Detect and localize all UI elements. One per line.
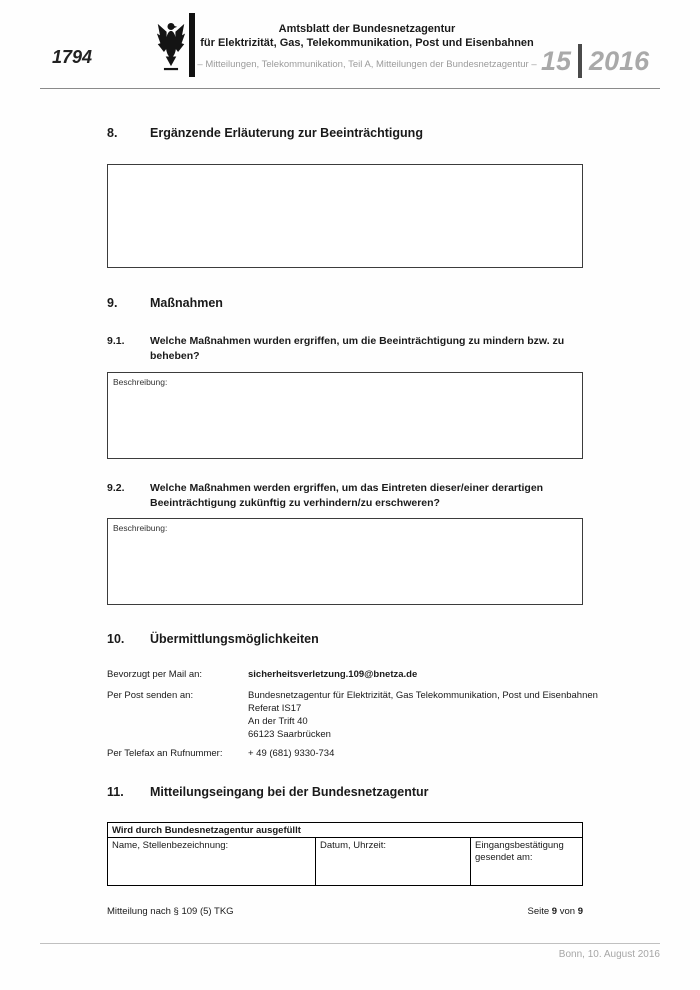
post-label: Per Post senden an: [107,690,194,701]
question-9-1-number: 9.1. [107,335,125,347]
mail-label: Bevorzugt per Mail an: [107,669,203,680]
page-label-prefix: Seite [527,906,552,917]
intake-cell-confirmation[interactable] [471,838,584,885]
intake-cell-date-label: Datum, Uhrzeit: [320,840,386,851]
contact-mail-row [107,668,417,681]
masthead [192,22,542,70]
section-11-heading [107,785,429,799]
header-rule [40,88,660,89]
mail-address: sicherheitsverletzung.109@bnetza.de [248,669,418,680]
question-9-2-text: Welche Maßnahmen werden ergriffen, um das Eintreten dieser/einer derartigen Beeinträchtigung zukünftig zu verhindern/zu erschweren? [150,482,544,509]
intake-cell-name[interactable] [108,838,316,885]
intake-cell-name-label: Name, Stellenbezeichnung: [112,840,229,851]
publication-date: Bonn, 10. August 2016 [558,949,660,960]
masthead-subtitle: – Mitteilungen, Telekommunikation, Teil A, Mitteilungen der Bundesnetzagentur – [197,59,537,70]
intake-table-row [108,838,582,885]
bottom-rule [40,943,660,944]
page-total: 9 [577,906,583,917]
masthead-title-line1: Amtsblatt der Bundesnetzagentur [278,23,456,35]
section-8-description-field[interactable] [107,164,583,268]
fax-number: + 49 (681) 9330-734 [248,748,335,759]
post-address [248,689,598,741]
post-address-line2: Referat IS17 [248,703,302,714]
intake-table-header: Wird durch Bundesnetzagentur ausgefüllt [108,823,582,838]
page-current: 9 [551,906,558,917]
issue-number: 15 [541,45,572,76]
intake-cell-date[interactable] [316,838,471,885]
fax-label: Per Telefax an Rufnummer: [107,748,223,759]
footer-page-indicator [107,906,583,917]
bundesnetzagentur-logo [156,13,195,82]
question-9-1-field-label: Beschreibung: [113,377,168,387]
footer-legal-note: Mitteilung nach § 109 (5) TKG [107,906,234,917]
intake-table [107,822,583,886]
intake-cell-confirmation-label: Eingangsbestätigung gesendet am: [475,840,564,863]
section-8-number: 8. [107,126,118,140]
post-address-line3: An der Trift 40 [248,716,308,727]
section-10-number: 10. [107,632,125,646]
section-9-heading [107,296,223,310]
section-10-title: Übermittlungsmöglichkeiten [150,632,319,646]
question-9-2-number: 9.2. [107,482,125,494]
federal-eagle-icon [156,13,186,82]
section-11-title: Mitteilungseingang bei der Bundesnetzagentur [150,785,429,799]
question-9-2-field-label: Beschreibung: [113,523,168,533]
section-8-title: Ergänzende Erläuterung zur Beeinträchtigung [150,126,423,140]
contact-post-row [107,689,598,741]
post-address-line1: Bundesnetzagentur für Elektrizität, Gas Telekommunikation, Post und Eisenbahnen [248,690,598,701]
issue-year: 2016 [589,45,650,76]
issue-divider-bar [578,44,582,78]
question-9-1-description-field[interactable] [107,372,583,459]
section-8-heading [107,126,423,140]
post-address-line4: 66123 Saarbrücken [248,729,331,740]
issue-indicator [541,44,649,78]
masthead-title-line2: für Elektrizität, Gas, Telekommunikation, Post und Eisenbahnen [200,37,534,49]
contact-fax-row [107,747,334,760]
question-9-2 [107,481,590,511]
question-9-1-text: Welche Maßnahmen wurden ergriffen, um die Beeinträchtigung zu mindern bzw. zu beheben? [150,335,565,362]
question-9-1 [107,334,590,364]
gazette-running-number: 1794 [52,47,93,67]
section-11-number: 11. [107,785,124,799]
section-10-heading [107,632,319,646]
section-9-number: 9. [107,296,118,310]
question-9-2-description-field[interactable] [107,518,583,605]
section-9-title: Maßnahmen [150,296,223,310]
page-label-infix: von [557,906,578,917]
